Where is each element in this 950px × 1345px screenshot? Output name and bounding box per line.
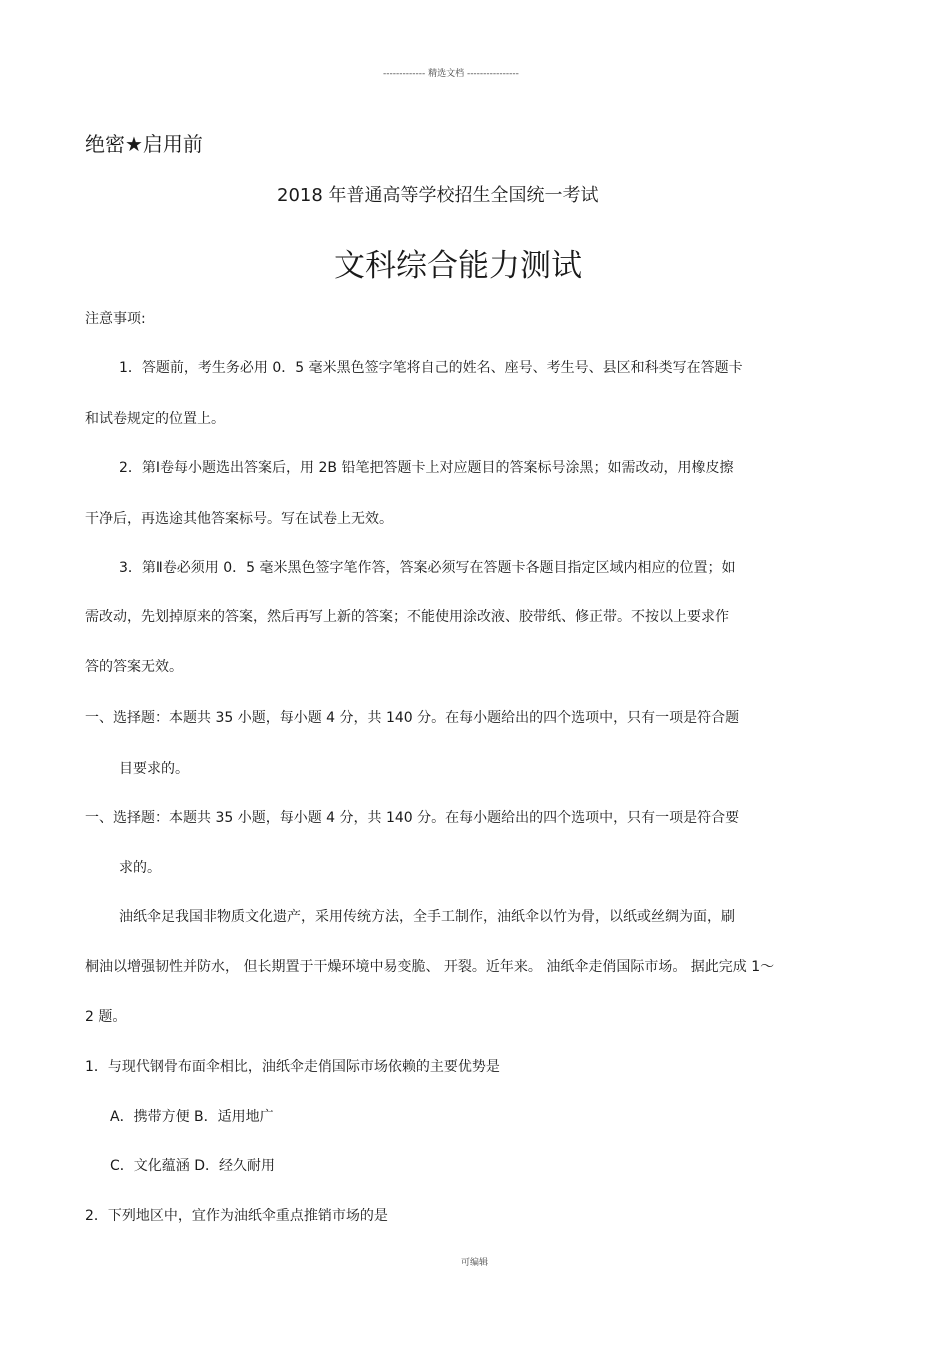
section-1-line-2: 目要求的。 [119, 761, 189, 777]
note-2-line-1: 2．第Ⅰ卷每小题选出答案后，用 2B 铅笔把答题卡上对应题目的答案标号涂黑；如需改动，用橡皮擦 [119, 460, 734, 476]
note-3-line-2: 需改动，先划掉原来的答案，然后再写上新的答案；不能使用涂改液、胶带纸、修正带。不按以上要求作 [85, 609, 729, 625]
secret-label: 绝密★启用前 [85, 132, 203, 156]
note-1-line-1: 1．答题前，考生务必用 0．5 毫米黑色签字笔将自己的姓名、座号、考生号、县区和科类写在答题卡 [119, 360, 743, 376]
note-3-line-3: 答的答案无效。 [85, 659, 183, 675]
passage-line-1: 油纸伞足我国非物质文化遗产，采用传统方法，全手工制作，油纸伞以竹为骨，以纸或丝绸为面，刷 [119, 909, 735, 925]
page-header: ------------- 精选文档 ---------------- [383, 69, 519, 79]
note-2-line-2: 干净后，再选途其他答案标号。写在试卷上无效。 [85, 511, 393, 527]
passage-line-2: 桐油以增强韧性并防水， 但长期置于干燥环境中易变脆、 开裂。近年来。 油纸伞走俏国际市场。 据此完成 1～ [85, 959, 775, 975]
section-2-line-2: 求的。 [119, 860, 161, 876]
question-2-stem: 2．下列地区中，宜作为油纸伞重点推销市场的是 [85, 1208, 388, 1224]
note-3-line-1: 3．第Ⅱ卷必须用 0．5 毫米黑色签字笔作答，答案必须写在答题卡各题目指定区域内相应的位置；如 [119, 560, 736, 576]
exam-title: 2018 年普通高等学校招生全国统一考试 [277, 185, 599, 206]
passage-line-3: 2 题。 [85, 1009, 127, 1025]
paper-title: 文科综合能力测试 [334, 248, 582, 284]
notes-heading: 注意事项: [85, 311, 146, 327]
section-2-line-1: 一、选择题：本题共 35 小题，每小题 4 分，共 140 分。在每小题给出的四个选项中，只有一项是符合要 [85, 810, 740, 826]
section-1-line-1: 一、选择题：本题共 35 小题，每小题 4 分，共 140 分。在每小题给出的四个选项中，只有一项是符合题 [85, 710, 740, 726]
note-1-line-2: 和试卷规定的位置上。 [85, 411, 225, 427]
question-1-options-ab: A．携带方便 B．适用地广 [110, 1109, 274, 1125]
page-footer: 可编辑 [461, 1258, 489, 1268]
question-1-stem: 1．与现代钢骨布面伞相比，油纸伞走俏国际市场依赖的主要优势是 [85, 1059, 500, 1075]
question-1-options-cd: C．文化蕴涵 D．经久耐用 [110, 1158, 276, 1174]
